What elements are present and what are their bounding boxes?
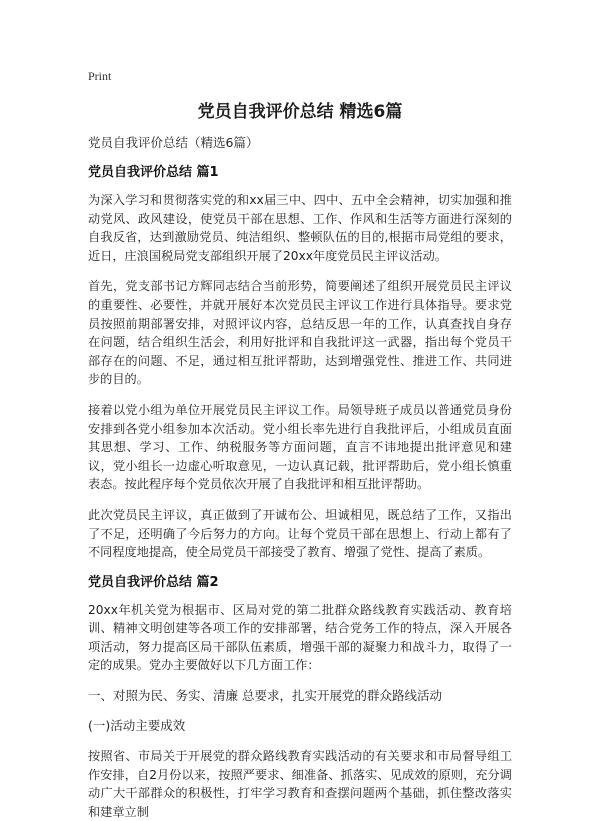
section1-paragraph-3: 接着以党小组为单位开展党员民主评议工作。局领导班子成员以普通党员身份安排到各党小组参加本次活动。党小组长率先进行自我批评后，小组成员直面其思想、学习、工作、纳税服务等方面问题，直言不讳地提出批评意见和建议，党小组长一边虚心听取意见，一边认真记载，批评帮助后，党小组长慎重表态。按此程序每个党员依次开展了自我批评和相互批评帮助。 — [88, 402, 512, 492]
document-title: 党员自我评价总结 精选6篇 — [197, 102, 403, 122]
section2-body-paragraph: 按照省、市局关于开展党的群众路线教育实践活动的有关要求和市局督导组工作安排，自2月份以来，按照严要求、细准备、抓落实、见成效的原则，充分调动广大干部群众的积极性，打牢学习教育和查摆问题两个基础，抓住整改落实和建章立制 — [88, 749, 512, 819]
section2-intro-paragraph: 20xx年机关党为根据市、区局对党的第二批群众路线教育实践活动、教育培训、精神文明创建等各项工作的安排部署，结合党务工作的特点，深入开展各项活动，努力提高区局干部队伍素质，增强干部的凝聚力和战斗力，取得了一定的成果。党办主要做好以下几方面工作： — [88, 602, 512, 673]
document-subtitle: 党员自我评价总结（精选6篇） — [88, 135, 259, 150]
section1-paragraph-2: 首先，党支部书记方辉同志结合当前形势，简要阐述了组织开展党员民主评议的重要性、必要性，并就开展好本次党员民主评议工作进行具体指导。要求党员按照前期部署安排，对照评议内容，总结反思一年的工作，认真查找自身存在问题，结合组织生活会，利用好批评和自我批评这一武器，指出每个党员干部存在的问题、不足，通过相互批评帮助，达到增强党性、推进工作、共同进步的目的。 — [88, 279, 512, 387]
print-label[interactable]: Print — [88, 69, 112, 83]
section-heading-2: 党员自我评价总结 篇2 — [88, 574, 219, 590]
section-heading-1: 党员自我评价总结 篇1 — [88, 165, 219, 180]
section1-paragraph-1: 为深入学习和贯彻落实党的和xx届三中、四中、五中全会精神，切实加强和推动党风、政风建设，使党员干部在思想、工作、作风和生活等方面进行深刻的自我反省，达到激励党员、纯洁组织、整顿队伍的目的,根据市局党组的要求，近日，庄浪国税局党支部组织开展了20xx年度党员民主评议活动。 — [88, 193, 512, 263]
section2-point-1: 一、对照为民、务实、清廉 总要求，扎实开展党的群众路线活动 — [88, 688, 442, 704]
section1-paragraph-4: 此次党员民主评议，真正做到了开诚布公、坦诚相见，既总结了工作，又指出了不足，还明确了今后努力的方向。让每个党员干部在思想上、行动上都有了不同程度地提高，使全局党员干部接受了教育、增强了党性、提高了素质。 — [88, 507, 512, 560]
section2-subheading-1: (一)活动主要成效 — [88, 718, 186, 734]
